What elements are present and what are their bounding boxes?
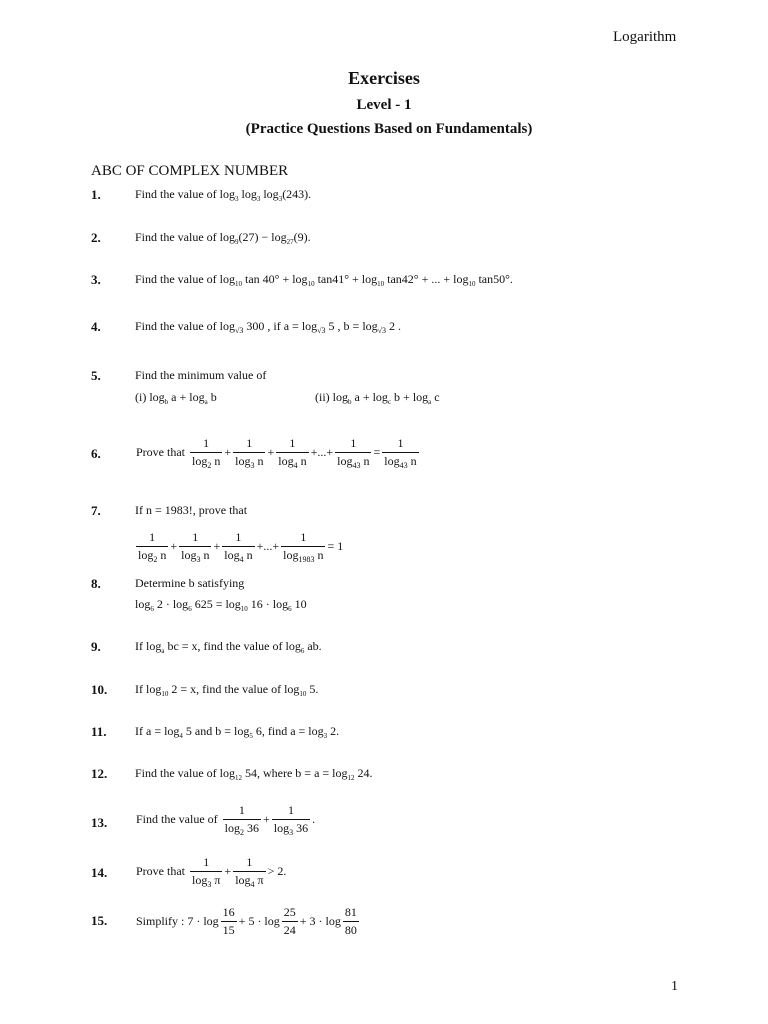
fraction: $\frac{1}{\log_2 n}$ bbox=[138, 530, 167, 564]
question-text: Find the value of $\log_{12} 54$, where $b = a = \log_{12} 24$. bbox=[135, 766, 373, 782]
question-number: 5. bbox=[91, 368, 101, 383]
fraction: $\frac{1}{\log_{43} n}$ bbox=[384, 436, 417, 470]
fraction: $\frac{1}{\log_3 n}$ bbox=[181, 530, 210, 564]
question-prefix: Prove that bbox=[136, 864, 185, 878]
question-part-i: (i) $\log_b a + \log_a b$ bbox=[135, 390, 217, 406]
question-text bbox=[135, 187, 311, 202]
question-equation: $\frac{1}{\log_2 n}$ + $\frac{1}{\log_3 n}$ + $\frac{1}{\log_4 n}$ +...+ $\frac{1}{\log_{1983} n}$ = 1 bbox=[138, 530, 344, 564]
question-number: 1. bbox=[91, 187, 101, 202]
running-head: Logarithm bbox=[613, 29, 677, 45]
question-number: 9. bbox=[91, 639, 101, 654]
question-text: Prove that $\frac{1}{\log_3 \pi}$ + $\frac{1}{\log_4 \pi}$ > 2. bbox=[136, 855, 287, 889]
fraction: $\frac{1}{\log_4 n}$ bbox=[278, 436, 307, 470]
question-text: If $\log_a$ bc = x, find the value of $\log_6$ ab. bbox=[135, 639, 322, 655]
fraction: $\frac{25}{24}$ bbox=[283, 905, 296, 937]
question-math: $\log_3 \log_3 \log_3(243)$. bbox=[219, 187, 312, 203]
question-prefix: Find the value of bbox=[136, 812, 218, 826]
question-part-ii: (ii) $\log_b a + \log_c b + \log_a c$ bbox=[315, 390, 440, 406]
question-text: If n = 1983!, prove that bbox=[135, 503, 248, 517]
question-text: If $\log_{10} 2 = x$, find the value of $\log_{10} 5$. bbox=[135, 682, 319, 698]
fraction: $\frac{1}{\log_3 n}$ bbox=[235, 436, 264, 470]
question-prefix: Find the value of bbox=[135, 230, 220, 244]
level-heading: Level - 1 bbox=[356, 97, 412, 113]
equation-rhs: = 1 bbox=[327, 539, 344, 553]
question-text bbox=[135, 272, 513, 287]
question-number: 11. bbox=[91, 724, 107, 739]
question-prefix: Find the value of bbox=[135, 319, 220, 333]
question-math: $\log_{10} \tan 40^\circ + \log_{10} \tan 41^\circ + \log_{10} \tan 42^\circ$ + ... + $\log_{10} \tan 50^\circ$. bbox=[219, 272, 513, 288]
page-number: 1 bbox=[671, 979, 678, 994]
question-prefix: Prove that bbox=[136, 445, 185, 459]
question-text: Find the value of $\frac{1}{\log_2 36}$ + $\frac{1}{\log_3 36}$ . bbox=[136, 803, 316, 837]
subtitle: (Practice Questions Based on Fundamentals) bbox=[245, 121, 533, 137]
question-number: 10. bbox=[91, 682, 108, 697]
fraction: $\frac{1}{\log_{1983} n}$ bbox=[283, 530, 324, 564]
fraction: $\frac{1}{\log_2 n}$ bbox=[192, 436, 221, 470]
question-prefix: Find the value of bbox=[135, 272, 220, 286]
fraction: $\frac{81}{80}$ bbox=[344, 905, 357, 937]
question-number: 3. bbox=[91, 272, 101, 287]
question-text: Simplify : 7 · log $\frac{16}{15}$ + 5 · log $\frac{25}{24}$ + 3 · log $\frac{81}{80}$ bbox=[136, 905, 357, 937]
question-number: 12. bbox=[91, 766, 108, 781]
fraction: $\frac{1}{\log_4 n}$ bbox=[224, 530, 253, 564]
question-number: 14. bbox=[91, 865, 108, 880]
question-math: $\log_9(27) - \log_{27}(9)$. bbox=[219, 230, 311, 246]
inequality-rhs: > 2. bbox=[267, 864, 287, 878]
fraction: $\frac{1}{\log_3 36}$ bbox=[273, 803, 309, 837]
question-number: 15. bbox=[91, 913, 108, 928]
question-equation: $\log_6 2 \cdot \log_6 625 = \log_{10} 16 \cdot \log_6 10$ bbox=[135, 597, 307, 613]
question-text bbox=[135, 230, 311, 245]
question-number: 4. bbox=[91, 319, 101, 334]
question-number: 13. bbox=[91, 815, 108, 830]
fraction: $\frac{1}{\log_3 \pi}$ bbox=[192, 855, 221, 889]
fraction: $\frac{1}{\log_2 36}$ bbox=[224, 803, 259, 837]
question-prefix: Find the value of bbox=[135, 187, 220, 201]
question-number: 7. bbox=[91, 503, 101, 518]
question-text: If $a = \log_4 5$ and $b = \log_5 6$, find $a = \log_3 2$. bbox=[135, 724, 340, 740]
question-prefix: Simplify : 7 · log bbox=[136, 914, 219, 928]
question-number: 6. bbox=[91, 446, 101, 461]
question-text: Prove that $\frac{1}{\log_2 n}$ + $\frac{1}{\log_3 n}$ + $\frac{1}{\log_4 n}$ +...+ $\frac{1}{\log_{43} n}$ = $\frac{1}{\log_{43} n}$ bbox=[136, 436, 417, 470]
fraction: $\frac{1}{\log_{43} n}$ bbox=[337, 436, 370, 470]
question-text bbox=[135, 319, 401, 334]
page-title: Exercises bbox=[348, 68, 420, 88]
question-math: $\log_{√3} 300$ , if $a = \log_{√3} 5$ , $b = \log_{√3} 2$ . bbox=[219, 319, 402, 335]
question-number: 2. bbox=[91, 230, 101, 245]
fraction: $\frac{16}{15}$ bbox=[222, 905, 235, 937]
question-text: Find the minimum value of bbox=[135, 368, 267, 382]
question-text: Determine b satisfying bbox=[135, 576, 245, 590]
section-heading: ABC OF COMPLEX NUMBER bbox=[91, 163, 289, 179]
question-number: 8. bbox=[91, 576, 101, 591]
fraction: $\frac{1}{\log_4 \pi}$ bbox=[235, 855, 264, 889]
